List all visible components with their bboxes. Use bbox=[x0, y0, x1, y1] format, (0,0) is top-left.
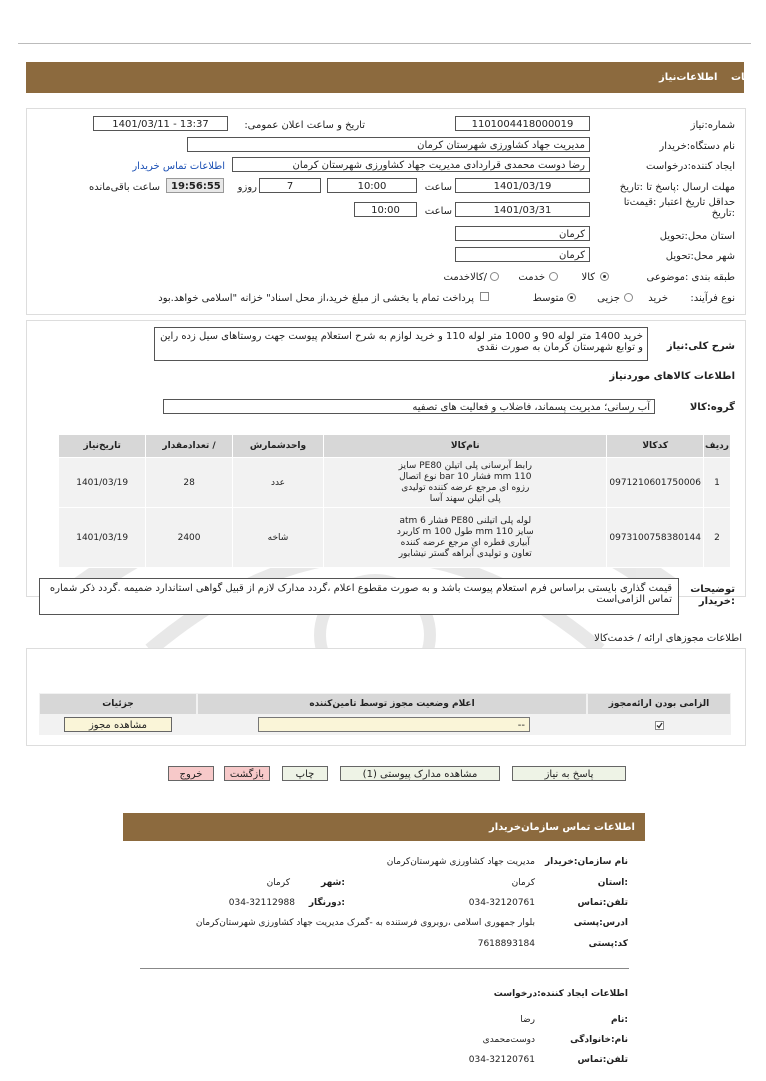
row-qty: 28 bbox=[146, 458, 233, 508]
category-goods-radio[interactable] bbox=[600, 272, 609, 281]
creator-phone-label: تلفن:تماس bbox=[577, 1055, 628, 1065]
row-date: 1401/03/19 bbox=[59, 508, 146, 568]
tab-need-info[interactable]: اطلاعات‌نیاز bbox=[659, 72, 718, 83]
city-label: شهر محل:تحویل bbox=[665, 251, 735, 262]
col-qty-header: / تعدادمقدار bbox=[146, 435, 233, 458]
row-index: 1 bbox=[704, 458, 731, 508]
process-partial-label: جزیی bbox=[597, 293, 620, 304]
col-index-header: ردیف bbox=[704, 435, 731, 458]
category-service-label: خدمت bbox=[518, 272, 545, 283]
view-permit-button[interactable]: مشاهده مجوز bbox=[64, 717, 172, 732]
remaining-label: ساعت باقی‌مانده bbox=[88, 182, 160, 193]
days-label: روزو bbox=[237, 182, 257, 193]
process-medium-label: متوسط bbox=[532, 293, 564, 304]
print-button[interactable]: چاپ bbox=[282, 766, 328, 781]
col-date-header: تاریخ‌نیاز bbox=[59, 435, 146, 458]
check-icon bbox=[656, 722, 663, 729]
row-unit: عدد bbox=[232, 458, 323, 508]
city-field: کرمان bbox=[455, 247, 590, 262]
validity-time-field: 10:00 bbox=[354, 202, 417, 217]
deadline-time-label: ساعت bbox=[424, 182, 452, 193]
deadline-date-field: 1401/03/19 bbox=[455, 178, 590, 193]
category-service-radio[interactable] bbox=[549, 272, 558, 281]
row-name: لوله پلی اتیلنی PE80 فشار 6 atm سایز 110 mm طول 100 m کاربرد آبیاری قطره ای مرجع عرضه کننده تعاون و تولیدی آبراهه گستر نیشابور bbox=[324, 508, 607, 568]
deadline-label: مهلت ارسال :پاسخ تا :تاریخ bbox=[619, 182, 735, 193]
city-label-contact: :شهر bbox=[321, 878, 345, 888]
permit-required-header: الزامی بودن ارائه‌مجوز bbox=[588, 694, 730, 714]
contact-divider bbox=[140, 968, 629, 969]
category-both-radio[interactable] bbox=[490, 272, 499, 281]
contact-header bbox=[123, 813, 645, 841]
creator-section-title: اطلاعات ایجاد کننده:درخواست bbox=[493, 989, 628, 999]
validity-time-label: ساعت bbox=[424, 206, 452, 217]
permit-required-checkbox[interactable] bbox=[655, 721, 664, 730]
process-buy-label: خرید bbox=[648, 293, 668, 304]
view-attachments-button[interactable]: مشاهده مدارک پیوستی (1) bbox=[340, 766, 500, 781]
row-date: 1401/03/19 bbox=[59, 458, 146, 508]
category-label: طبقه بندی :موضوعی bbox=[646, 272, 735, 283]
validity-date-field: 1401/03/31 bbox=[455, 202, 590, 217]
remaining-time-field: 19:56:55 bbox=[166, 178, 224, 193]
summary-label: شرح کلی:نیاز bbox=[666, 341, 735, 352]
row-unit: شاخه bbox=[232, 508, 323, 568]
permit-status-field[interactable]: -- bbox=[258, 717, 530, 732]
row-qty: 2400 bbox=[146, 508, 233, 568]
creator-name-value: رضا bbox=[520, 1015, 535, 1025]
category-goods-label: کالا bbox=[581, 272, 595, 283]
creator-field: رضا دوست محمدی قراردادی مدیریت جهاد کشاورزی شهرستان کرمان bbox=[232, 157, 590, 172]
validity-label: حداقل تاریخ اعتبار :قیمت‌تا :تاریخ bbox=[623, 197, 735, 219]
top-divider bbox=[18, 43, 751, 44]
announce-field: 1401/03/11 - 13:37 bbox=[93, 116, 228, 131]
permits-title: اطلاعات مجوزهای ارائه / خدمت‌کالا bbox=[594, 633, 742, 644]
city-value-contact: کرمان bbox=[266, 878, 290, 888]
announce-label: تاریخ و ساعت اعلان عمومی: bbox=[244, 120, 365, 131]
postal-label: کد:پستی bbox=[588, 939, 628, 949]
fax-label: :دورنگار bbox=[308, 898, 345, 908]
creator-phone-value: 034-32120761 bbox=[468, 1055, 535, 1065]
goods-group-field: آب رسانی؛ مدیریت پسماند، فاضلاب و فعالیت های تصفیه bbox=[163, 399, 655, 414]
col-code-header: کدکالا bbox=[607, 435, 704, 458]
reply-button[interactable]: پاسخ به نیاز bbox=[512, 766, 626, 781]
goods-table bbox=[58, 434, 731, 568]
page-header bbox=[26, 62, 766, 93]
postal-value: 7618893184 bbox=[477, 939, 535, 949]
creator-family-value: دوست‌محمدی bbox=[482, 1035, 535, 1045]
permit-status-header: اعلام وضعیت مجوز توسط تامین‌کننده bbox=[198, 694, 586, 714]
need-number-label: شماره:نیاز bbox=[690, 120, 735, 131]
province-label: استان محل:تحویل bbox=[659, 231, 735, 242]
deadline-time-field: 10:00 bbox=[327, 178, 417, 193]
process-label: نوع فرآیند: bbox=[690, 293, 735, 304]
buyer-contact-link[interactable]: اطلاعات تماس خریدار bbox=[132, 161, 225, 172]
days-field: 7 bbox=[259, 178, 321, 193]
row-name: رابط آبرسانی پلی اتیلن PE80 سایز 110 mm فشار 10 bar نوع اتصال رزوه ای مرجع عرضه کننده تولیدی پلی اتیلن سهند آسا bbox=[324, 458, 607, 508]
row-code: 0971210601750006 bbox=[607, 458, 704, 508]
back-button[interactable]: بازگشت bbox=[224, 766, 270, 781]
permit-details-header: جزئیات bbox=[40, 694, 196, 714]
buyer-label: نام دستگاه:خریدار bbox=[659, 141, 735, 152]
creator-family-label: نام:خانوادگی bbox=[570, 1035, 628, 1045]
goods-section-title: اطلاعات کالاهای موردنیاز bbox=[609, 371, 735, 382]
goods-group-label: گروه:کالا bbox=[689, 402, 735, 413]
creator-name-label: :نام bbox=[611, 1015, 628, 1025]
creator-label: ایجاد کننده:درخواست bbox=[646, 161, 735, 172]
summary-text: خرید 1400 متر لوله 90 و 1000 متر لوله 110 و خرید لوازم به شرح استعلام پیوست جهت روستاهای سیل زده راین و توابع شهرستان کرمان به صورت نقدی bbox=[154, 327, 648, 361]
row-index: 2 bbox=[704, 508, 731, 568]
province-label-contact: :استان bbox=[597, 878, 628, 888]
row-code: 0973100758380144 bbox=[607, 508, 704, 568]
buyer-field: مدیریت جهاد کشاورزی شهرستان کرمان bbox=[187, 137, 590, 152]
treasury-payment-checkbox[interactable] bbox=[480, 292, 489, 301]
process-partial-radio[interactable] bbox=[624, 293, 633, 302]
org-label: نام سازمان:خریدار bbox=[544, 857, 628, 867]
table-row bbox=[59, 508, 731, 568]
phone-value: 034-32120761 bbox=[468, 898, 535, 908]
need-number-field: 1101004418000019 bbox=[455, 116, 590, 131]
col-name-header: نام‌کالا bbox=[324, 435, 607, 458]
col-unit-header: واحدشمارش bbox=[232, 435, 323, 458]
address-value: بلوار جمهوری اسلامی ،روبروی فرستنده به -گمرک مدیریت جهاد کشاورزی شهرستان‌کرمان bbox=[195, 918, 535, 928]
phone-label: تلفن:تماس bbox=[577, 898, 628, 908]
fax-value: 034-32112988 bbox=[228, 898, 295, 908]
tab-details[interactable]: جزئیات bbox=[731, 72, 766, 83]
buyer-notes-text: قیمت گذاری بایستی براساس فرم استعلام پیوست باشد و به صورت مقطوع اعلام ،گردد مدارک لازم از قبیل گواهی استاندارد ضمیمه .گردد ذکر شماره تماس الزامی‌است bbox=[39, 578, 679, 615]
exit-button[interactable]: خروج bbox=[168, 766, 214, 781]
contact-header-title: اطلاعات تماس سازمان‌خریدار bbox=[488, 822, 635, 833]
process-medium-radio[interactable] bbox=[567, 293, 576, 302]
buyer-notes-label: توضیحات :خریدار bbox=[690, 584, 735, 607]
table-row bbox=[59, 458, 731, 508]
treasury-payment-note: پرداخت تمام یا بخشی از مبلغ خرید،از محل اسناد" خزانه "اسلامی خواهد.بود bbox=[158, 293, 474, 304]
category-both-label: /کالاخدمت bbox=[443, 272, 487, 283]
province-field: کرمان bbox=[455, 226, 590, 241]
province-value-contact: کرمان bbox=[511, 878, 535, 888]
address-label: ادرس:پستی bbox=[573, 918, 628, 928]
org-value: مدیریت جهاد کشاورزی شهرستان‌کرمان bbox=[386, 857, 535, 867]
